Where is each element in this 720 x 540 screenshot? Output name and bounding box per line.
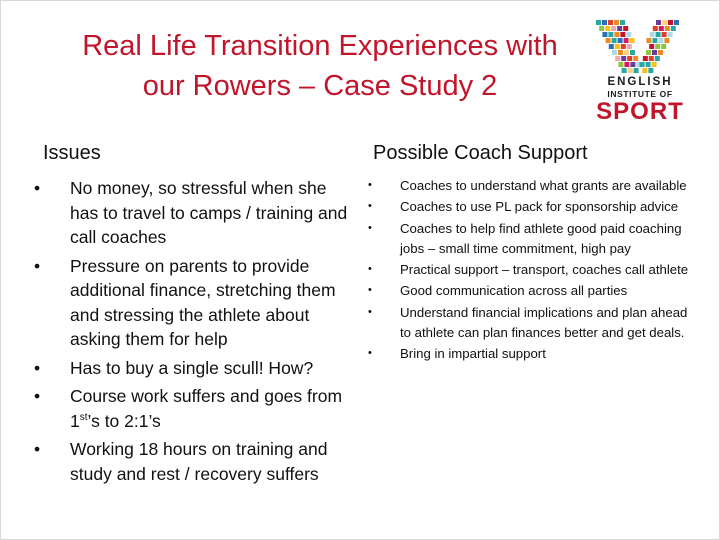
bullet-icon: •	[368, 305, 372, 318]
issue-text	[70, 386, 342, 431]
slide-title-line-2: our Rowers – Case Study 2	[142, 70, 498, 102]
support-list-item	[364, 260, 694, 280]
support-list-item	[364, 344, 694, 364]
logo-line-2: INSTITUTE OF	[607, 89, 673, 99]
support-list-item	[364, 176, 694, 196]
support-text: Bring in impartial support	[400, 345, 546, 361]
support-text: Coaches to help find athlete good paid coaching jobs – small time commitment, high pay	[400, 220, 682, 256]
bullet-icon: •	[368, 262, 372, 275]
issues-list-item	[30, 176, 350, 250]
support-list-item	[364, 281, 694, 301]
issues-list-item	[30, 356, 350, 381]
issues-list	[30, 176, 350, 490]
support-text: Coaches to understand what grants are available	[400, 178, 687, 193]
support-text: Good communication across all parties	[400, 283, 628, 299]
slide-title	[40, 26, 600, 106]
support-list-item	[364, 303, 694, 343]
logo-line-3: SPORT	[596, 98, 684, 125]
coach-support-list	[364, 176, 694, 365]
support-text: Understand financial implications and plan ahead to athlete can plan finances better and get deals.	[400, 304, 688, 340]
bullet-icon: •	[34, 386, 41, 406]
issue-text: Pressure on parents to provide additional finance, stretching them and stressing the athlete about asking them for help	[70, 255, 336, 349]
bullet-icon: •	[368, 346, 372, 359]
bullet-icon: •	[368, 179, 372, 191]
issue-text-sup: st	[79, 411, 88, 423]
eis-logo-text	[594, 76, 686, 124]
bullet-icon: •	[34, 178, 41, 198]
issues-heading: Issues	[43, 142, 101, 164]
support-list-item	[364, 219, 694, 259]
issues-list-item	[30, 254, 350, 352]
issue-text-part: ’s to 2:1’s	[87, 410, 161, 431]
bullet-icon: •	[368, 284, 372, 297]
issue-text-part: Course work suffers and goes from 1	[70, 386, 343, 431]
issues-list-item	[30, 384, 350, 433]
bullet-icon: •	[34, 255, 41, 276]
bullet-icon: •	[368, 221, 372, 234]
support-text: Coaches to use PL pack for sponsorship advice	[400, 199, 679, 215]
support-list-item	[364, 197, 694, 217]
bullet-icon: •	[34, 357, 41, 378]
support-text: Practical support – transport, coaches call athlete	[400, 261, 689, 277]
logo-line-1: ENGLISH	[607, 76, 673, 88]
issue-text: Working 18 hours on training and study and rest / recovery suffers	[70, 439, 328, 484]
slide-title-line-1: Real Life Transition Experiences with	[82, 30, 558, 62]
coach-support-heading: Possible Coach Support	[373, 142, 588, 164]
bullet-icon: •	[368, 200, 372, 213]
bullet-icon: •	[34, 439, 41, 459]
issues-list-item	[30, 437, 350, 486]
issue-text: Has to buy a single scull! How?	[70, 357, 314, 378]
issue-text: No money, so stressful when she has to travel to camps / training and call coaches	[70, 178, 348, 247]
